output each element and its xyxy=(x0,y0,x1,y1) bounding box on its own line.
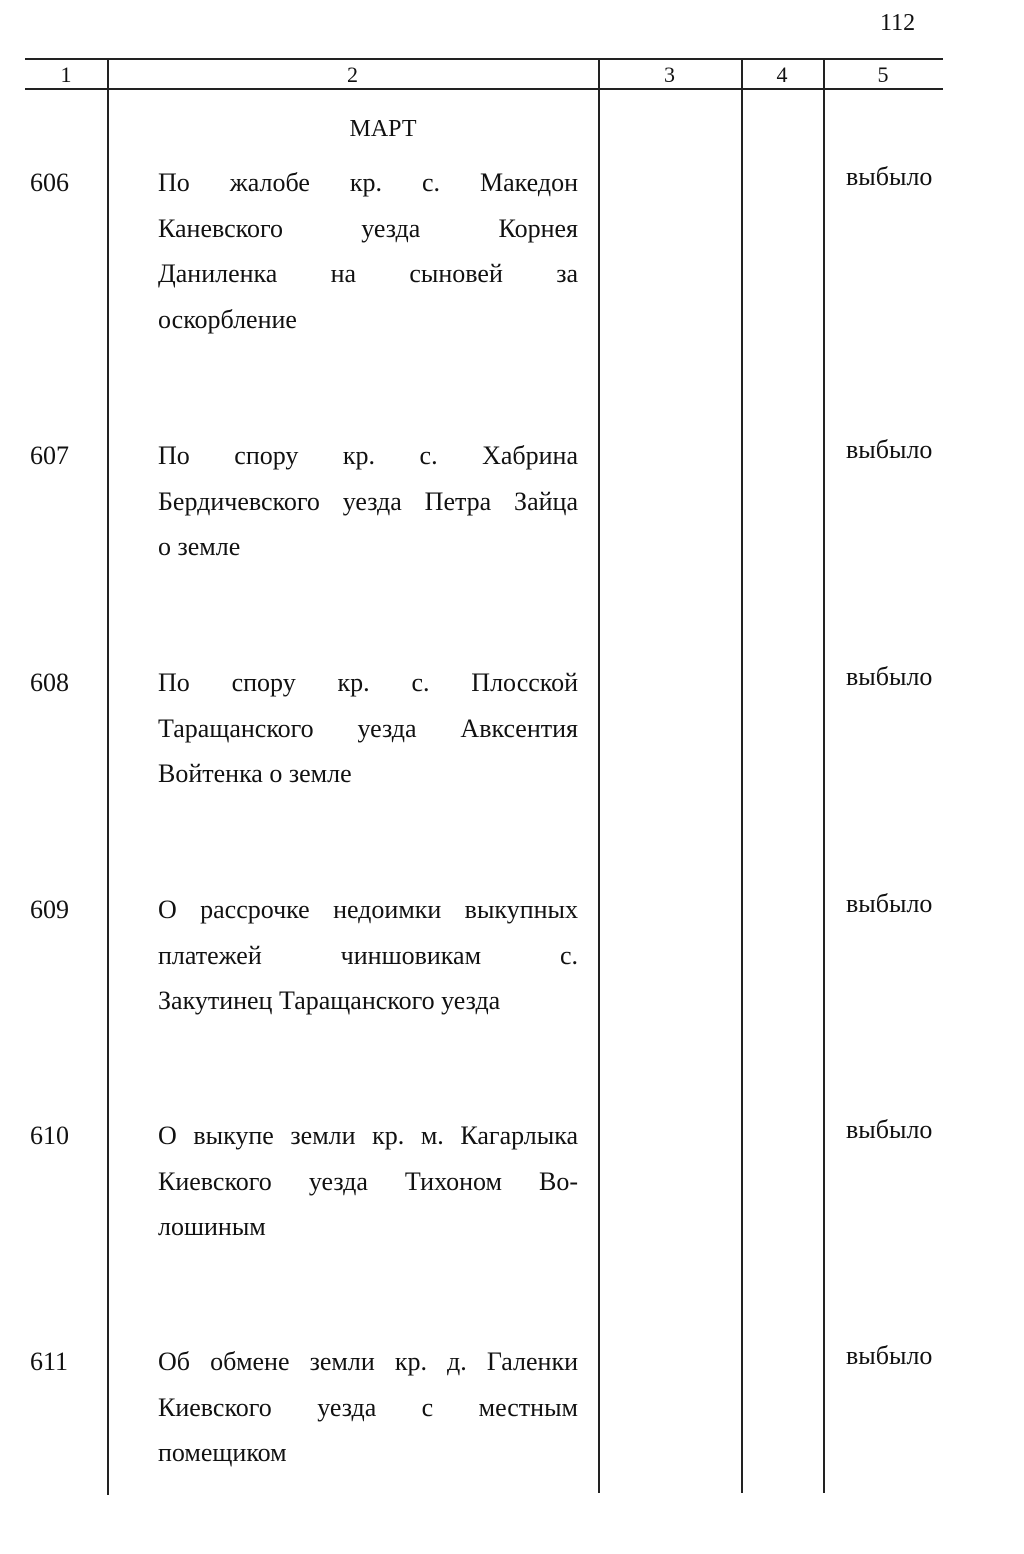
entry-status: выбыло xyxy=(846,162,933,191)
month-heading: МАРТ xyxy=(349,116,417,142)
entry-description xyxy=(158,160,578,342)
entry-status: выбыло xyxy=(846,1341,933,1370)
description-line: лошиным xyxy=(158,1212,266,1241)
column-divider xyxy=(741,59,743,1493)
column-header-3: 3 xyxy=(664,62,675,87)
entry-description xyxy=(158,660,578,797)
entry-status: выбыло xyxy=(846,662,933,691)
description-line: платежей чиншовикам с. xyxy=(158,940,578,970)
entry-number: 610 xyxy=(30,1121,69,1150)
entry-description xyxy=(158,433,578,570)
description-line: помещиком xyxy=(158,1438,287,1467)
description-line: Каневского уезда Корнея xyxy=(158,213,578,243)
description-line: оскорбление xyxy=(158,304,297,334)
entry-status: выбыло xyxy=(846,1115,933,1144)
entry-number: 611 xyxy=(30,1347,69,1376)
description-line: По спору кр. с. Хабрина xyxy=(158,441,578,470)
column-divider xyxy=(823,59,825,1493)
description-line: Киевского уезда с местным xyxy=(158,1392,578,1422)
column-header-2: 2 xyxy=(347,62,358,87)
column-divider xyxy=(107,59,109,1495)
description-line: Об обмене земли кр. д. Галенки xyxy=(158,1347,578,1376)
page-number: 112 xyxy=(880,10,916,36)
column-header-1: 1 xyxy=(60,62,72,87)
header-bottom-border xyxy=(25,88,943,90)
description-line: О рассрочке недоимки выкупных xyxy=(158,895,578,924)
description-line: Войтенка о земле xyxy=(158,759,352,788)
description-line: Даниленка на сыновей за xyxy=(158,259,578,288)
table-top-border xyxy=(25,58,943,60)
entry-number: 608 xyxy=(30,668,69,697)
column-header-4: 4 xyxy=(776,62,788,87)
entry-description xyxy=(158,887,578,1024)
description-line: По жалобе кр. с. Македон xyxy=(158,168,578,197)
column-header-5: 5 xyxy=(877,62,889,87)
description-line: Киевского уезда Тихоном Во- xyxy=(158,1166,578,1196)
description-line: Закутинец Таращанского уезда xyxy=(158,986,501,1015)
entry-status: выбыло xyxy=(846,889,933,918)
description-line: Бердичевского уезда Петра Зайца xyxy=(158,486,578,516)
description-line: О выкупе земли кр. м. Кагарлыка xyxy=(158,1121,578,1150)
entry-description xyxy=(158,1339,578,1476)
entry-number: 607 xyxy=(30,441,69,470)
column-divider xyxy=(598,59,600,1493)
description-line: о земле xyxy=(158,532,241,561)
entry-number: 606 xyxy=(30,168,69,197)
description-line: По спору кр. с. Плосской xyxy=(158,668,578,697)
entry-description xyxy=(158,1113,578,1250)
description-line: Таращанского уезда Авксентия xyxy=(158,713,578,743)
entry-number: 609 xyxy=(30,895,69,924)
entry-status: выбыло xyxy=(846,435,933,464)
